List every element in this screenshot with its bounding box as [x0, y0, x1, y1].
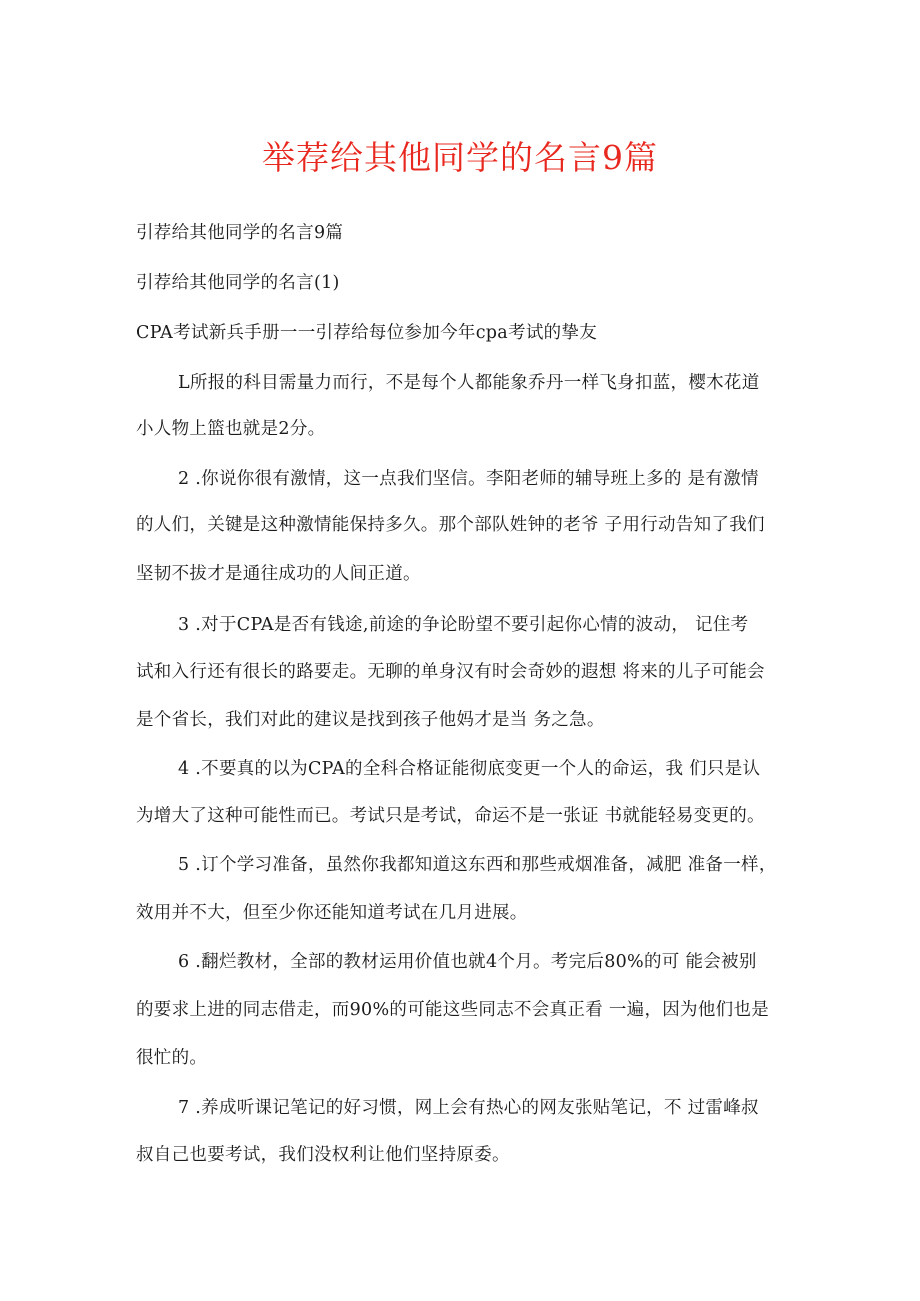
paragraph-6-line-2: 的要求上进的同志借走，而90%的可能这些同志不会真正看 一遍，因为他们也是	[136, 1000, 770, 1020]
subtitle-2: 引荐给其他同学的名言(1)	[136, 273, 340, 293]
paragraph-3-line-1: 3 .对于CPA是否有钱途,前途的争论盼望不要引起你心情的波动， 记住考	[178, 615, 749, 635]
paragraph-6-line-1: 6 .翻烂教材，全部的教材运用价值也就4个月。考完后80%的可 能会被别	[178, 952, 757, 972]
subtitle-1: 引荐给其他同学的名言9篇	[136, 223, 344, 243]
paragraph-4-line-2: 为增大了这种可能性而已。考试只是考试，命运不是一张证 书就能轻易变更的。	[136, 806, 765, 826]
paragraph-2-line-3: 坚韧不拔才是通往成功的人间正道。	[136, 564, 421, 584]
paragraph-1-line-2: 小人物上篮也就是2分。	[136, 419, 326, 439]
paragraph-2-line-1: 2 .你说你很有激情，这一点我们坚信。李阳老师的辅导班上多的 是有激情	[178, 469, 759, 489]
paragraph-7-line-1: 7 .养成听课记笔记的好习惯，网上会有热心的网友张贴笔记，不 过雷峰叔	[178, 1098, 759, 1118]
paragraph-6-line-3: 很忙的。	[136, 1048, 208, 1068]
paragraph-7-line-2: 叔自己也要考试，我们没权利让他们坚持原委。	[136, 1145, 510, 1165]
paragraph-5-line-1: 5 .订个学习准备，虽然你我都知道这东西和那些戒烟准备，减肥 准备一样，	[178, 855, 777, 875]
paragraph-1-line-1: L所报的科目需量力而行，不是每个人都能象乔丹一样飞身扣蓝，樱木花道	[178, 373, 760, 393]
paragraph-2-line-2: 的人们，关键是这种激情能保持多久。那个部队姓钟的老爷 子用行动告知了我们	[136, 515, 765, 535]
paragraph-5-line-2: 效用并不大，但至少你还能知道考试在几月进展。	[136, 903, 528, 923]
section-heading: CPA考试新兵手册一一引荐给每位参加今年cpa考试的挚友	[136, 323, 598, 343]
paragraph-3-line-3: 是个省长，我们对此的建议是找到孩子他妈才是当 务之急。	[136, 710, 605, 730]
paragraph-4-line-1: 4 .不要真的以为CPA的全科合格证能彻底变更一个人的命运，我 们只是认	[178, 759, 761, 779]
document-title: 举荐给其他同学的名言9篇	[262, 138, 658, 177]
paragraph-3-line-2: 试和入行还有很长的路要走。无聊的单身汉有时会奇妙的遐想 将来的儿子可能会	[136, 662, 765, 682]
